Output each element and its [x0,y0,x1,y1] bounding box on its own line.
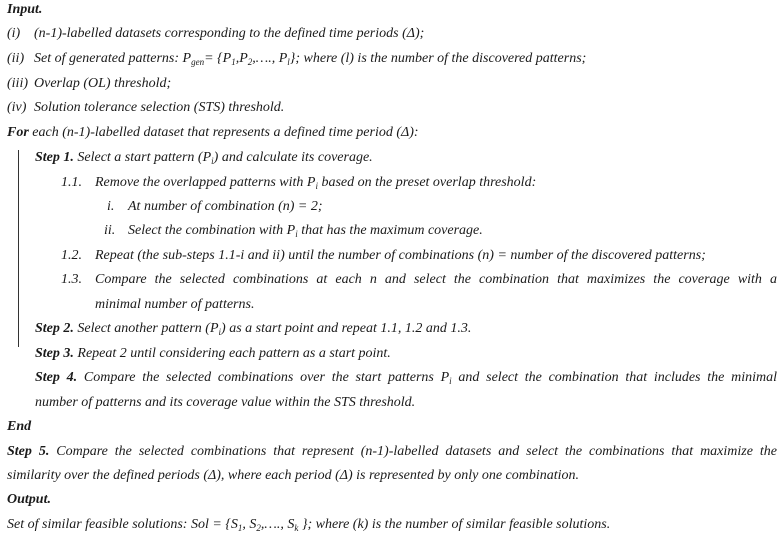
step-1-2: 1.2. Repeat (the sub-steps 1.1-i and ii) until the number of combinations (n) = number of the discovered patterns; [61,248,706,263]
for-each-line: For each (n-1)-labelled dataset that represents a defined time period (Δ): [7,125,419,140]
step-1: Step 1. Select a start pattern $(P_i)$ and calculate its coverage. [35,150,373,166]
step-1-1: 1.1. Remove the overlapped patterns with $P_i$ based on the preset overlap threshold: [61,175,537,191]
end-label: End [7,419,32,434]
step-4-line-2: number of patterns and its coverage value within the STS threshold. [35,395,416,410]
step-4-line-1: Step 4. Compare the selected combinations over the start patterns $P_i$ and select the combination that includes the minimal [35,370,777,386]
step-5-line-2: similarity over the defined periods (Δ), where each period (Δ) is represented by only one combination. [7,468,580,483]
step-1-3: 1.3. [61,272,82,287]
step-bracket [18,150,19,347]
input-item-4: (iv) Solution tolerance selection (STS) threshold. [7,100,285,115]
step-1-1-ii: ii. Select the combination with $P_i$ that has the maximum coverage. [104,223,483,239]
step-2: Step 2. Select another pattern $(P_i)$ as a start point and repeat 1.1, 1.2 and 1.3. [35,321,472,337]
step-3: Step 3. Repeat 2 until considering each pattern as a start point. [35,346,391,361]
step-5-line-1: Step 5. Compare the selected combinations that represent (n-1)-labelled datasets and select the combinations that maximize the [7,444,777,459]
step-1-1-i: i. At number of combination (n) = 2; [107,199,323,214]
input-item-2: (ii) Set of generated patterns: $P_{gen}=$ {$P_1,P_2,\dots$., $P_l$}; where (l) is the number of the discovered patterns; [7,51,587,67]
step-1-3-line-1: Compare the selected combinations at each n and select the combination that maximizes the coverage with a [95,272,777,287]
input-heading: Input. [7,2,43,17]
input-item-1: (i) (n-1)-labelled datasets corresponding to the defined time periods (Δ); [7,26,425,41]
output-heading: Output. [7,492,51,507]
output-text: Set of similar feasible solutions: Sol = {$S_1$, $S_2,\dots$., $S_k$ }; where (k) is the number of similar feasible solutions. [7,517,611,533]
step-1-3-line-2: minimal number of patterns. [95,297,255,312]
input-item-3: (iii) Overlap (OL) threshold; [7,76,172,91]
